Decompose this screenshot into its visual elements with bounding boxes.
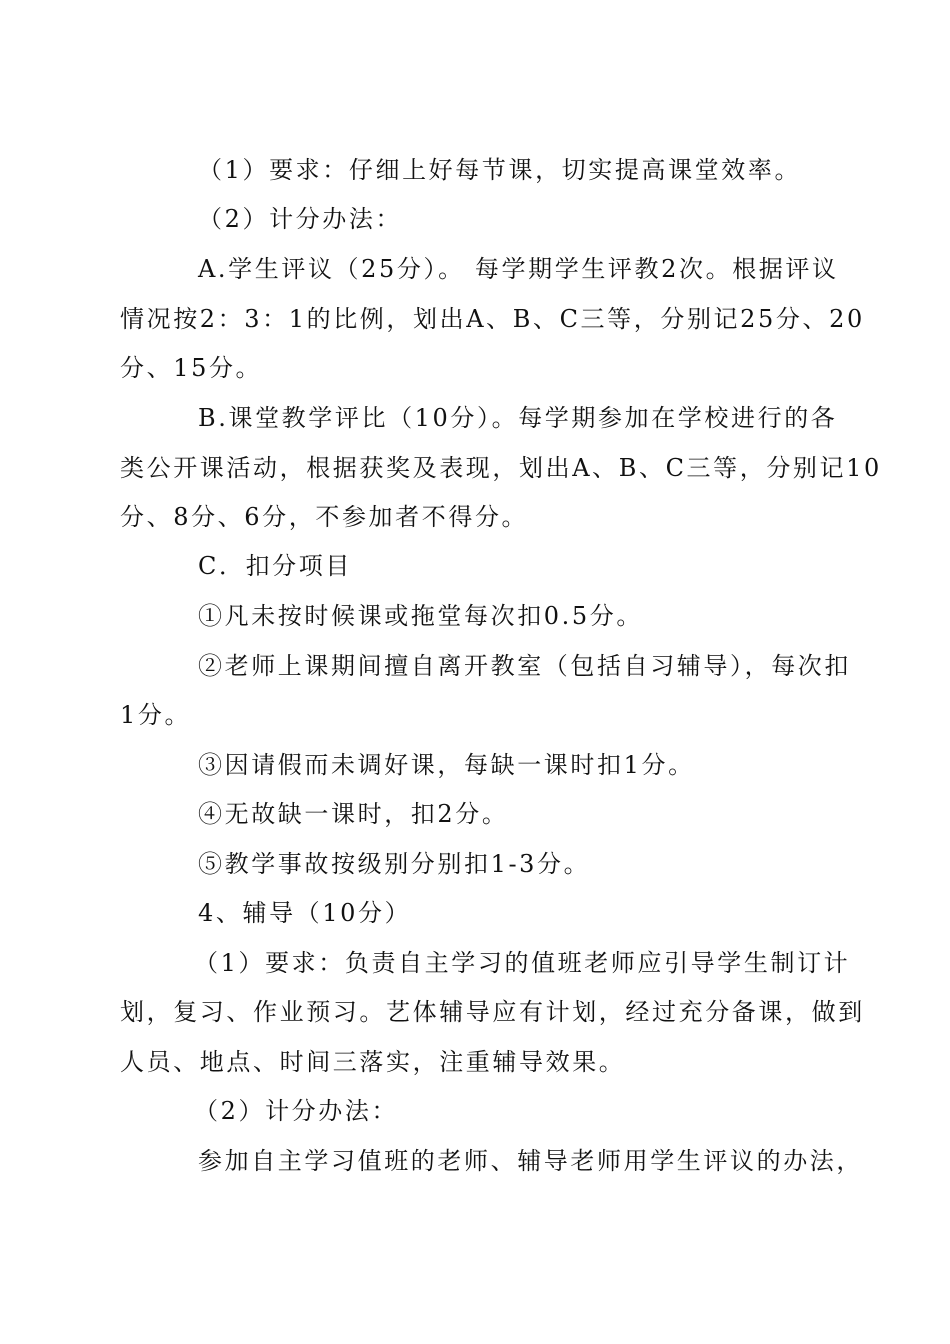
paragraph-line: ④无故缺一课时，扣2分。: [198, 800, 509, 828]
paragraph-line: 人员、地点、时间三落实，注重辅导效果。: [120, 1048, 626, 1076]
paragraph-line: 类公开课活动，根据获奖及表现，划出A、B、C三等，分别记10: [120, 454, 882, 482]
paragraph-line: ⑤教学事故按级别分别扣1-3分。: [198, 850, 591, 878]
paragraph-line: 参加自主学习值班的老师、辅导老师用学生评议的办法，: [198, 1147, 863, 1175]
paragraph-line: B.课堂教学评比（10分）。每学期参加在学校进行的各: [198, 404, 838, 432]
paragraph-line: 情况按2：3：1的比例，划出A、B、C三等，分别记25分、20: [120, 305, 865, 333]
paragraph-line: ①凡未按时候课或拖堂每次扣0.5分。: [198, 602, 643, 630]
section-heading: 4、辅导（10分）: [198, 899, 412, 927]
paragraph-line: （2）计分办法：: [198, 205, 403, 233]
paragraph-line: ②老师上课期间擅自离开教室（包括自习辅导），每次扣: [198, 652, 851, 680]
paragraph-line: 划，复习、作业预习。艺体辅导应有计划，经过充分备课，做到: [120, 998, 865, 1026]
paragraph-line: 分、15分。: [120, 354, 263, 382]
paragraph-line: ③因请假而未调好课，每缺一课时扣1分。: [198, 751, 695, 779]
paragraph-line: （1）要求：仔细上好每节课，切实提高课堂效率。: [198, 156, 802, 184]
paragraph-line: （2）计分办法：: [194, 1097, 399, 1125]
paragraph-line: 分、8分、6分，不参加者不得分。: [120, 503, 529, 531]
paragraph-line: C．扣分项目: [198, 552, 352, 580]
paragraph-line: （1）要求：负责自主学习的值班老师应引导学生制订计: [194, 949, 851, 977]
paragraph-line: 1分。: [120, 701, 192, 729]
paragraph-line: A.学生评议（25分）。 每学期学生评教2次。根据评议: [198, 255, 839, 283]
